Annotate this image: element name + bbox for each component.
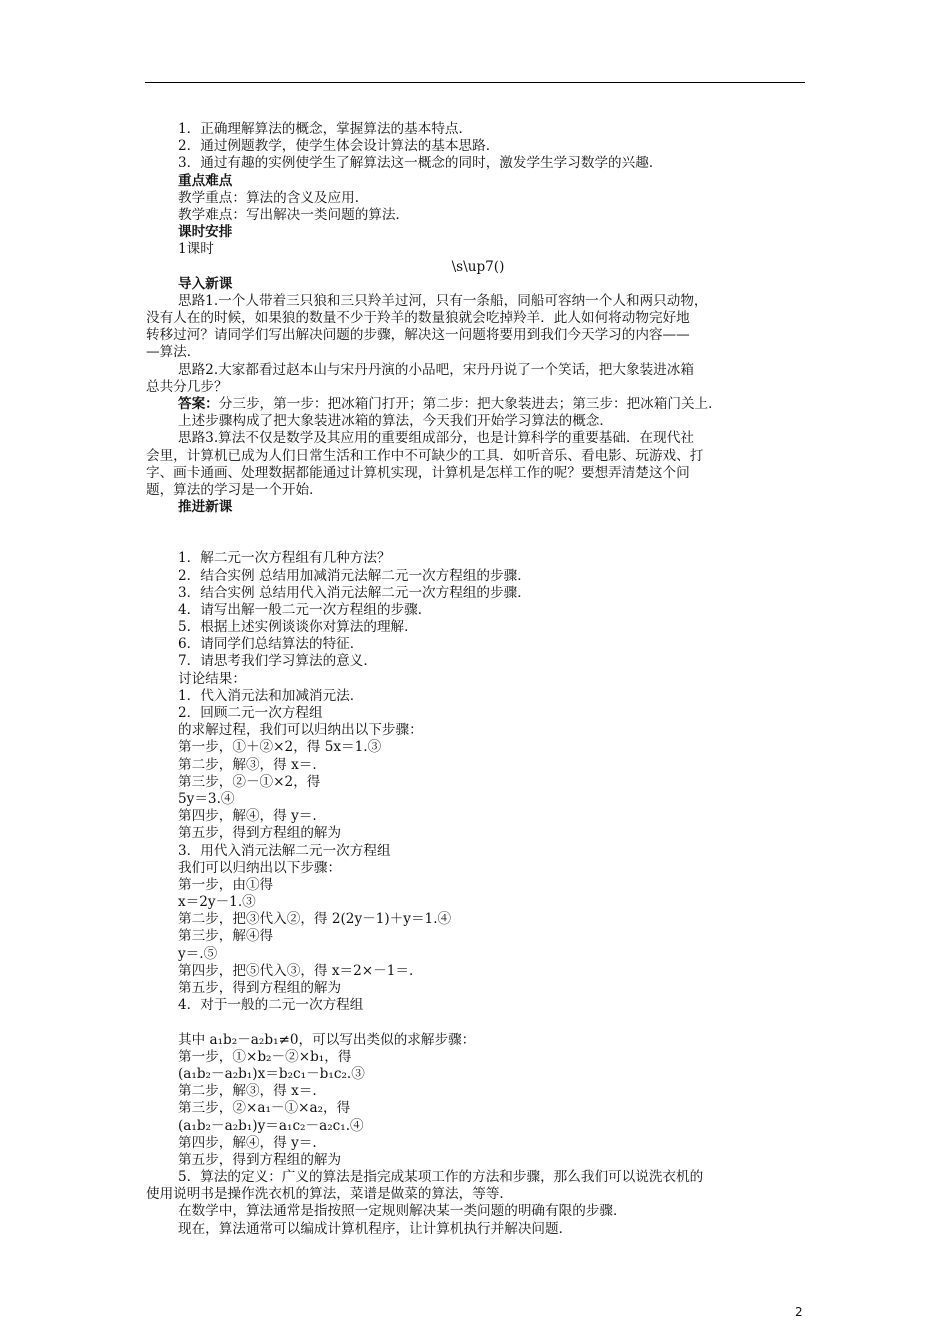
result-line: 4．对于一般的二元一次方程组 xyxy=(178,997,364,1014)
goal-line: 1．正确理解算法的概念，掌握算法的基本特点． xyxy=(178,121,473,137)
question-item: 2．结合实例 总结用加减消元法解二元一次方程组的步骤． xyxy=(178,567,531,584)
result-line: 第五步，得到方程组的解为 xyxy=(178,980,342,996)
result-line: 5y＝3.④ xyxy=(178,790,235,807)
idea-1-paragraph xyxy=(146,293,808,362)
new-lesson-heading: 推进新课 xyxy=(178,499,233,516)
paragraph-line: 没有人在的时候，如果狼的数量不少于羚羊的数量狼就会吃掉羚羊．此人如何将动物完好地 xyxy=(146,310,690,327)
result-line: 第二步，把③代入②，得 2(2y－1)＋y＝1.④ xyxy=(178,911,452,928)
result-line: 的求解过程，我们可以归纳出以下步骤： xyxy=(178,722,423,739)
result-line: 第三步，②×a₁－①×a₂，得 xyxy=(178,1100,351,1117)
question-item: 7．请思考我们学习算法的意义． xyxy=(178,653,377,670)
closing-line: 现在，算法通常可以编成计算机程序，让计算机执行并解决问题． xyxy=(178,1220,573,1237)
result-line: 第二步，解③，得 x＝. xyxy=(178,756,317,773)
result-line: 第二步，解③，得 x＝. xyxy=(178,1083,317,1100)
result-line: 第四步，把⑤代入③，得 x＝2×－1＝. xyxy=(178,962,414,979)
result-line: 第四步，解④，得 y＝. xyxy=(178,808,317,825)
result-line: 3．用代入消元法解二元一次方程组 xyxy=(178,842,391,859)
result-line: y＝.⑤ xyxy=(178,945,218,962)
result-line: 2．回顾二元一次方程组 xyxy=(178,705,323,721)
schedule-heading: 课时安排 xyxy=(178,224,233,241)
result-line: 第三步，解④得 xyxy=(178,928,274,945)
result-line: 第一步，①×b₂－②×b₁，得 xyxy=(178,1048,352,1065)
results-heading: 讨论结果： xyxy=(178,670,246,687)
result-part-3 xyxy=(178,843,808,1015)
teaching-goals xyxy=(178,121,808,173)
key-point-line: 教学重点：算法的含义及应用． xyxy=(178,189,369,206)
key-points-heading: 重点难点 xyxy=(178,172,233,189)
answer-text: 分三步，第一步：把冰箱门打开；第二步：把大象装进去；第三步：把冰箱门关上． xyxy=(218,396,722,412)
result-line: 我们可以归纳出以下步骤： xyxy=(178,859,342,876)
idea-2-paragraph xyxy=(146,362,808,396)
question-item: 1．解二元一次方程组有几种方法？ xyxy=(178,550,391,567)
paragraph-line: 使用说明书是操作洗衣机的算法，菜谱是做菜的算法，等等． xyxy=(146,1186,514,1203)
result-line: 第三步，②－①×2，得 xyxy=(178,773,321,790)
result-line: 1．代入消元法和加减消元法． xyxy=(178,687,364,704)
key-point-line: 教学难点：写出解决一类问题的算法． xyxy=(178,206,410,223)
result-line: x＝2y－1.③ xyxy=(178,894,256,911)
paragraph-line: 5．算法的定义：广义的算法是指完成某项工作的方法和步骤，那么我们可以说洗衣机的 xyxy=(178,1169,704,1186)
intro-heading: 导入新课 xyxy=(178,275,233,292)
closing-line: 在数学中，算法通常是指按照一定规则解决某一类问题的明确有限的步骤． xyxy=(178,1203,627,1220)
answer-follow-line: 上述步骤构成了把大象装进冰箱的算法，今天我们开始学习算法的概念． xyxy=(178,413,613,430)
document-body xyxy=(146,121,808,1238)
question-item: 6．请同学们总结算法的特征． xyxy=(178,636,364,653)
goal-line: 2．通过例题教学，使学生体会设计算法的基本思路． xyxy=(178,138,500,155)
question-item: 5．根据上述实例谈谈你对算法的理解． xyxy=(178,619,418,636)
result-line: (a₁b₂－a₂b₁)x＝b₂c₁－b₁c₂.③ xyxy=(178,1065,365,1082)
result-line: 第四步，解④，得 y＝. xyxy=(178,1134,317,1151)
result-line: (a₁b₂－a₂b₁)y＝a₁c₂－a₂c₁.④ xyxy=(178,1117,364,1134)
answer-line xyxy=(178,396,808,413)
section-marker: \s\up7() xyxy=(451,258,505,275)
question-item: 4．请写出解一般二元一次方程组的步骤． xyxy=(178,601,432,618)
paragraph-line: 字、画卡通画、处理数据都能通过计算机实现，计算机是怎样工作的呢？要想弄清楚这个问 xyxy=(146,464,690,481)
result-line: 其中 a₁b₂－a₂b₁≠0，可以写出类似的求解步骤： xyxy=(178,1031,476,1048)
result-line: 第一步，①＋②×2，得 5x＝1.③ xyxy=(178,739,382,756)
paragraph-line: 题，算法的学习是一个开始． xyxy=(146,481,323,498)
question-item: 3．结合实例 总结用代入消元法解二元一次方程组的步骤． xyxy=(178,584,531,601)
paragraph-line: 会里，计算机已成为人们日常生活和工作中不可缺少的工具．如听音乐、看电影、玩游戏、打 xyxy=(146,447,704,464)
question-list xyxy=(178,550,808,670)
idea-3-paragraph xyxy=(146,430,808,499)
goal-line: 3．通过有趣的实例使学生了解算法这一概念的同时，激发学生学习数学的兴趣． xyxy=(178,155,663,172)
result-line: 第一步，由①得 xyxy=(178,876,274,893)
spacer xyxy=(178,1014,808,1031)
result-part-4 xyxy=(178,1032,808,1170)
header-rule xyxy=(145,82,805,83)
page-number: 2 xyxy=(795,1305,803,1319)
schedule-value: 1课时 xyxy=(178,241,214,258)
paragraph-line: 思路2.大家都看过赵本山与宋丹丹演的小品吧，宋丹丹说了一个笑话，把大象装进冰箱 xyxy=(178,361,694,378)
paragraph-line: 思路1.一个人带着三只狼和三只羚羊过河，只有一条船，同船可容纳一个人和两只动物， xyxy=(178,292,708,309)
answer-label: 答案： xyxy=(178,396,219,412)
result-part-2 xyxy=(178,705,808,843)
result-line: 第五步，得到方程组的解为 xyxy=(178,825,342,842)
spacer xyxy=(178,516,808,550)
definition-paragraph xyxy=(146,1169,808,1203)
paragraph-line: —算法． xyxy=(146,344,201,361)
paragraph-line: 思路3.算法不仅是数学及其应用的重要组成部分，也是计算科学的重要基础．在现代社 xyxy=(178,430,694,447)
paragraph-line: 转移过河？请同学们写出解决问题的步骤，解决这一问题将要用到我们今天学习的内容—— xyxy=(146,327,690,344)
result-line: 第五步，得到方程组的解为 xyxy=(178,1151,342,1168)
paragraph-line: 总共分几步？ xyxy=(146,378,228,395)
